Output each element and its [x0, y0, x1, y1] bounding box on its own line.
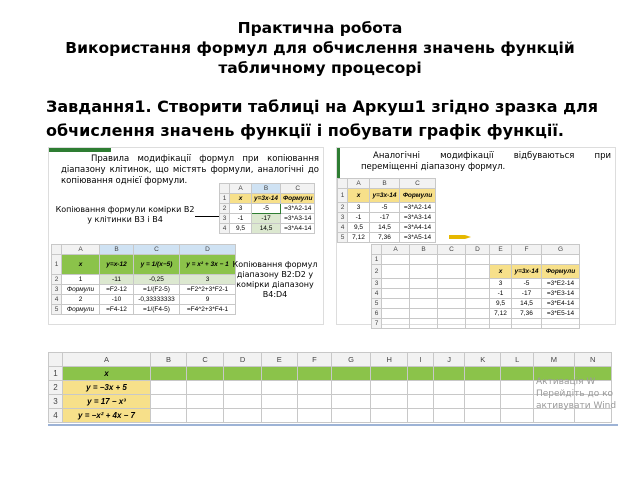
table-cell[interactable]: y = −3x + 5: [63, 381, 151, 395]
table-cell[interactable]: =F2-12: [100, 285, 134, 295]
table-cell[interactable]: -0,25: [134, 275, 180, 285]
main-formula-table: [51, 244, 236, 315]
table-cell: F: [297, 353, 331, 367]
table-cell: B: [151, 353, 187, 367]
table-cell: 5: [372, 299, 382, 309]
table-cell[interactable]: [466, 299, 490, 309]
table-cell[interactable]: [465, 395, 501, 409]
table-cell: 4: [49, 409, 63, 423]
table-cell[interactable]: [52, 245, 62, 255]
table-cell[interactable]: [433, 381, 464, 395]
page-title: [40, 18, 600, 78]
watermark-line-1: Активація W: [536, 377, 596, 387]
table-cell[interactable]: 3: [348, 203, 370, 213]
table-cell[interactable]: -5: [512, 279, 542, 289]
table-cell: 3: [49, 395, 63, 409]
table-cell: K: [465, 353, 501, 367]
table-cell[interactable]: [151, 381, 187, 395]
table-cell: 3: [338, 213, 348, 223]
title-line-1: Практична робота: [237, 19, 403, 37]
table-cell[interactable]: =3*E5-14: [542, 309, 580, 319]
table-cell[interactable]: [433, 367, 464, 381]
table-cell[interactable]: y = 17 − x³: [63, 395, 151, 409]
table-cell[interactable]: [332, 409, 371, 423]
table-cell[interactable]: -1: [490, 289, 512, 299]
table-cell[interactable]: 7,36: [370, 233, 400, 243]
table-cell: y=3x-14: [512, 265, 542, 279]
table-cell[interactable]: [466, 279, 490, 289]
table-cell: 4: [372, 289, 382, 299]
table-cell[interactable]: =3*A5-14: [400, 233, 436, 243]
table-cell: B: [100, 245, 134, 255]
table-cell: y=3x-14: [370, 189, 400, 203]
table-cell[interactable]: =1/(F4-5): [134, 305, 180, 315]
table-cell[interactable]: =3*A2-14: [281, 204, 315, 214]
table-cell[interactable]: x: [63, 367, 151, 381]
table-cell: x: [230, 194, 252, 204]
table-cell[interactable]: [371, 395, 408, 409]
table-cell: 2: [49, 381, 63, 395]
table-cell[interactable]: y = −x² + 4x − 7: [63, 409, 151, 423]
table-cell[interactable]: =3*E3-14: [542, 289, 580, 299]
table-cell[interactable]: -17: [370, 213, 400, 223]
table-cell[interactable]: 7,36: [512, 309, 542, 319]
table-cell[interactable]: [297, 409, 331, 423]
table-cell[interactable]: [297, 381, 331, 395]
table-cell[interactable]: =3*A2-14: [400, 203, 436, 213]
table-cell[interactable]: [332, 367, 371, 381]
table-cell[interactable]: 9: [180, 295, 236, 305]
table-cell: G: [542, 245, 580, 255]
title-line-2: Використання формул для обчислення значень функцій: [65, 39, 575, 57]
activation-watermark: [536, 376, 640, 412]
table-cell[interactable]: =3*E2-14: [542, 279, 580, 289]
table-cell[interactable]: [49, 353, 63, 367]
table-cell[interactable]: [186, 381, 223, 395]
table-cell[interactable]: -5: [252, 204, 281, 214]
table-cell: A: [348, 179, 370, 189]
table-cell[interactable]: Формули: [62, 305, 100, 315]
table-cell: F: [512, 245, 542, 255]
table-cell[interactable]: [433, 409, 464, 423]
table-cell[interactable]: 14,5: [370, 223, 400, 233]
table-cell[interactable]: -17: [512, 289, 542, 299]
table-cell[interactable]: [371, 409, 408, 423]
table-cell: D: [224, 353, 261, 367]
table-cell: 3: [220, 214, 230, 224]
table-cell[interactable]: [410, 299, 438, 309]
table-cell: 4: [338, 223, 348, 233]
table-cell[interactable]: [186, 409, 223, 423]
table-cell: x: [62, 255, 100, 275]
table-cell[interactable]: [410, 255, 438, 265]
table-cell[interactable]: -1: [348, 213, 370, 223]
table-cell: A: [230, 184, 252, 194]
watermark-line-3: активувати Wind: [536, 401, 617, 411]
table-cell[interactable]: [224, 409, 261, 423]
task-line-2: обчислення значень функції і побувати графік функції.: [46, 121, 564, 140]
table-cell[interactable]: 9,5: [348, 223, 370, 233]
table-cell: B: [370, 179, 400, 189]
table-cell: 1: [338, 189, 348, 203]
source-table: [337, 178, 436, 243]
table-cell[interactable]: [410, 319, 438, 329]
table-cell: 3: [52, 285, 62, 295]
table-cell[interactable]: [542, 319, 580, 329]
table-cell[interactable]: [224, 367, 261, 381]
table-cell[interactable]: [465, 367, 501, 381]
table-cell[interactable]: 9,5: [230, 224, 252, 234]
table-cell: A: [62, 245, 100, 255]
table-cell: 2: [372, 265, 382, 279]
table-cell[interactable]: [438, 279, 466, 289]
table-cell[interactable]: [438, 265, 466, 279]
table-cell[interactable]: 7,12: [490, 309, 512, 319]
table-cell: 2: [52, 275, 62, 285]
table-cell: 7: [372, 319, 382, 329]
table-cell: I: [408, 353, 433, 367]
table-cell[interactable]: =F4-12: [100, 305, 134, 315]
table-cell[interactable]: [382, 255, 410, 265]
table-cell[interactable]: [408, 409, 433, 423]
table-cell[interactable]: [297, 367, 331, 381]
left-panel-note: Правила модифікації формул при копіювання діапазону клітинок, що містять формули, аналогічні до копіювання однієї формули.: [61, 154, 319, 186]
table-cell[interactable]: [382, 289, 410, 299]
table-cell[interactable]: [465, 409, 501, 423]
table-cell: H: [371, 353, 408, 367]
table-cell[interactable]: [371, 367, 408, 381]
table-cell[interactable]: 3: [180, 275, 236, 285]
table-cell[interactable]: 3: [490, 279, 512, 289]
table-cell[interactable]: [466, 309, 490, 319]
table-cell[interactable]: [408, 367, 433, 381]
table-cell: L: [501, 353, 534, 367]
table-cell: J: [433, 353, 464, 367]
table-cell[interactable]: =3*A4-14: [281, 224, 315, 234]
table-cell[interactable]: [410, 309, 438, 319]
table-cell: C: [134, 245, 180, 255]
copy-arrow-1: [195, 216, 219, 217]
table-cell[interactable]: 2: [62, 295, 100, 305]
table-cell: 6: [372, 309, 382, 319]
table-cell[interactable]: =3*A3-14: [400, 213, 436, 223]
table-cell[interactable]: [151, 395, 187, 409]
table-cell[interactable]: =F2^2+3*F2-1: [180, 285, 236, 295]
table-cell[interactable]: [438, 319, 466, 329]
table-cell[interactable]: [224, 381, 261, 395]
table-cell[interactable]: [410, 265, 438, 279]
table-cell: B: [252, 184, 281, 194]
table-cell[interactable]: [261, 395, 297, 409]
table-cell[interactable]: =3*A3-14: [281, 214, 315, 224]
table-cell: 1: [52, 255, 62, 275]
table-cell[interactable]: [408, 381, 433, 395]
task-line-1: Завдання1. Створити таблиці на Аркуш1 згідно зразка для: [46, 97, 599, 116]
table-cell: Формули: [281, 194, 315, 204]
table-cell: x: [348, 189, 370, 203]
table-cell: y=x-12: [100, 255, 134, 275]
table-cell[interactable]: [501, 367, 534, 381]
table-cell[interactable]: [382, 279, 410, 289]
table-cell[interactable]: =3*E4-14: [542, 299, 580, 309]
table-cell[interactable]: [261, 367, 297, 381]
table-cell[interactable]: [261, 381, 297, 395]
table-cell[interactable]: [465, 381, 501, 395]
table-cell[interactable]: -1: [230, 214, 252, 224]
table-cell: M: [534, 353, 574, 367]
table-cell[interactable]: [438, 289, 466, 299]
table-cell[interactable]: [512, 255, 542, 265]
table-cell[interactable]: [332, 395, 371, 409]
table-cell[interactable]: [466, 289, 490, 299]
table-cell[interactable]: [501, 409, 534, 423]
watermark-line-2: Перейдіть до ко: [536, 389, 614, 399]
table-cell[interactable]: [220, 184, 230, 194]
table-cell[interactable]: [338, 179, 348, 189]
table-cell: G: [332, 353, 371, 367]
table-cell[interactable]: [297, 395, 331, 409]
left-panel-accent: [49, 148, 111, 152]
table-cell[interactable]: [224, 395, 261, 409]
table-cell[interactable]: [332, 381, 371, 395]
table-cell: A: [63, 353, 151, 367]
table-cell[interactable]: [371, 381, 408, 395]
table-cell[interactable]: [438, 309, 466, 319]
table-cell[interactable]: =1/(F2-5): [134, 285, 180, 295]
table-cell[interactable]: [438, 299, 466, 309]
right-panel-note: Аналогічні модифікації відбуваються при переміщенні діапазону формул.: [361, 151, 611, 172]
table-cell: y = 1/(x−5): [134, 255, 180, 275]
table-cell: 1: [49, 367, 63, 381]
table-cell[interactable]: [408, 395, 433, 409]
table-cell[interactable]: =3*A4-14: [400, 223, 436, 233]
table-cell: 3: [372, 279, 382, 289]
title-line-3: табличному процесорі: [218, 59, 422, 77]
table-cell: x: [490, 265, 512, 279]
destination-table: [371, 244, 580, 329]
table-cell[interactable]: 7,12: [348, 233, 370, 243]
table-cell[interactable]: [382, 299, 410, 309]
table-cell[interactable]: [466, 319, 490, 329]
table-cell[interactable]: =F4^2+3*F4-1: [180, 305, 236, 315]
table-cell[interactable]: [382, 309, 410, 319]
table-cell[interactable]: [542, 255, 580, 265]
table-cell: D: [180, 245, 236, 255]
table-cell[interactable]: [512, 319, 542, 329]
table-cell[interactable]: [151, 367, 187, 381]
table-cell[interactable]: [433, 395, 464, 409]
task-text: [46, 95, 626, 143]
table-cell[interactable]: -10: [100, 295, 134, 305]
table-cell: E: [261, 353, 297, 367]
table-cell: N: [574, 353, 612, 367]
table-cell[interactable]: [186, 367, 223, 381]
table-cell[interactable]: -17: [252, 214, 281, 224]
table-cell[interactable]: [490, 319, 512, 329]
table-cell[interactable]: [466, 265, 490, 279]
small-table: [219, 183, 315, 234]
table-cell: C: [186, 353, 223, 367]
table-cell[interactable]: [501, 395, 534, 409]
table-cell: 5: [338, 233, 348, 243]
table-cell[interactable]: [382, 265, 410, 279]
table-cell: 4: [220, 224, 230, 234]
table-cell: 4: [52, 295, 62, 305]
table-cell[interactable]: [151, 409, 187, 423]
table-cell[interactable]: [438, 255, 466, 265]
table-cell[interactable]: -11: [100, 275, 134, 285]
table-cell[interactable]: [186, 395, 223, 409]
table-cell[interactable]: [490, 255, 512, 265]
table-cell: 1: [220, 194, 230, 204]
table-cell: 1: [372, 255, 382, 265]
right-example-panel: [336, 147, 616, 325]
table-cell: 2: [220, 204, 230, 214]
table-cell: A: [382, 245, 410, 255]
table-cell: Формули: [542, 265, 580, 279]
move-arrow-icon: [449, 233, 471, 241]
table-cell: y=3x-14: [252, 194, 281, 204]
table-cell: C: [400, 179, 436, 189]
table-cell[interactable]: 9,5: [490, 299, 512, 309]
table-cell: E: [490, 245, 512, 255]
table-cell[interactable]: [261, 409, 297, 423]
table-cell: C: [438, 245, 466, 255]
table-cell[interactable]: [410, 279, 438, 289]
table-cell[interactable]: [372, 245, 382, 255]
sheet-bottom-border: [48, 424, 618, 426]
table-cell[interactable]: 14,5: [252, 224, 281, 234]
table-cell[interactable]: 1: [62, 275, 100, 285]
table-cell[interactable]: [466, 255, 490, 265]
table-cell: D: [466, 245, 490, 255]
table-cell[interactable]: [382, 319, 410, 329]
table-cell[interactable]: [410, 289, 438, 299]
table-cell: 2: [338, 203, 348, 213]
table-cell[interactable]: [501, 381, 534, 395]
table-cell: y = x² + 3x − 1: [180, 255, 236, 275]
table-cell: Формули: [400, 189, 436, 203]
table-cell[interactable]: 3: [230, 204, 252, 214]
copy-label-2: Копіювання формул діапазону B2:D2 у комірки діапазону B4:D4: [232, 260, 318, 299]
table-cell[interactable]: 14,5: [512, 299, 542, 309]
copy-label-1: Копіювання формули комірки B2 у клітинки B3 і B4: [55, 205, 195, 224]
table-cell[interactable]: -5: [370, 203, 400, 213]
table-cell[interactable]: -0,33333333: [134, 295, 180, 305]
table-cell: C: [281, 184, 315, 194]
bottom-spreadsheet: [48, 352, 612, 423]
table-cell: 5: [52, 305, 62, 315]
table-cell: B: [410, 245, 438, 255]
table-cell[interactable]: Формули: [62, 285, 100, 295]
left-example-panel: [48, 147, 324, 325]
